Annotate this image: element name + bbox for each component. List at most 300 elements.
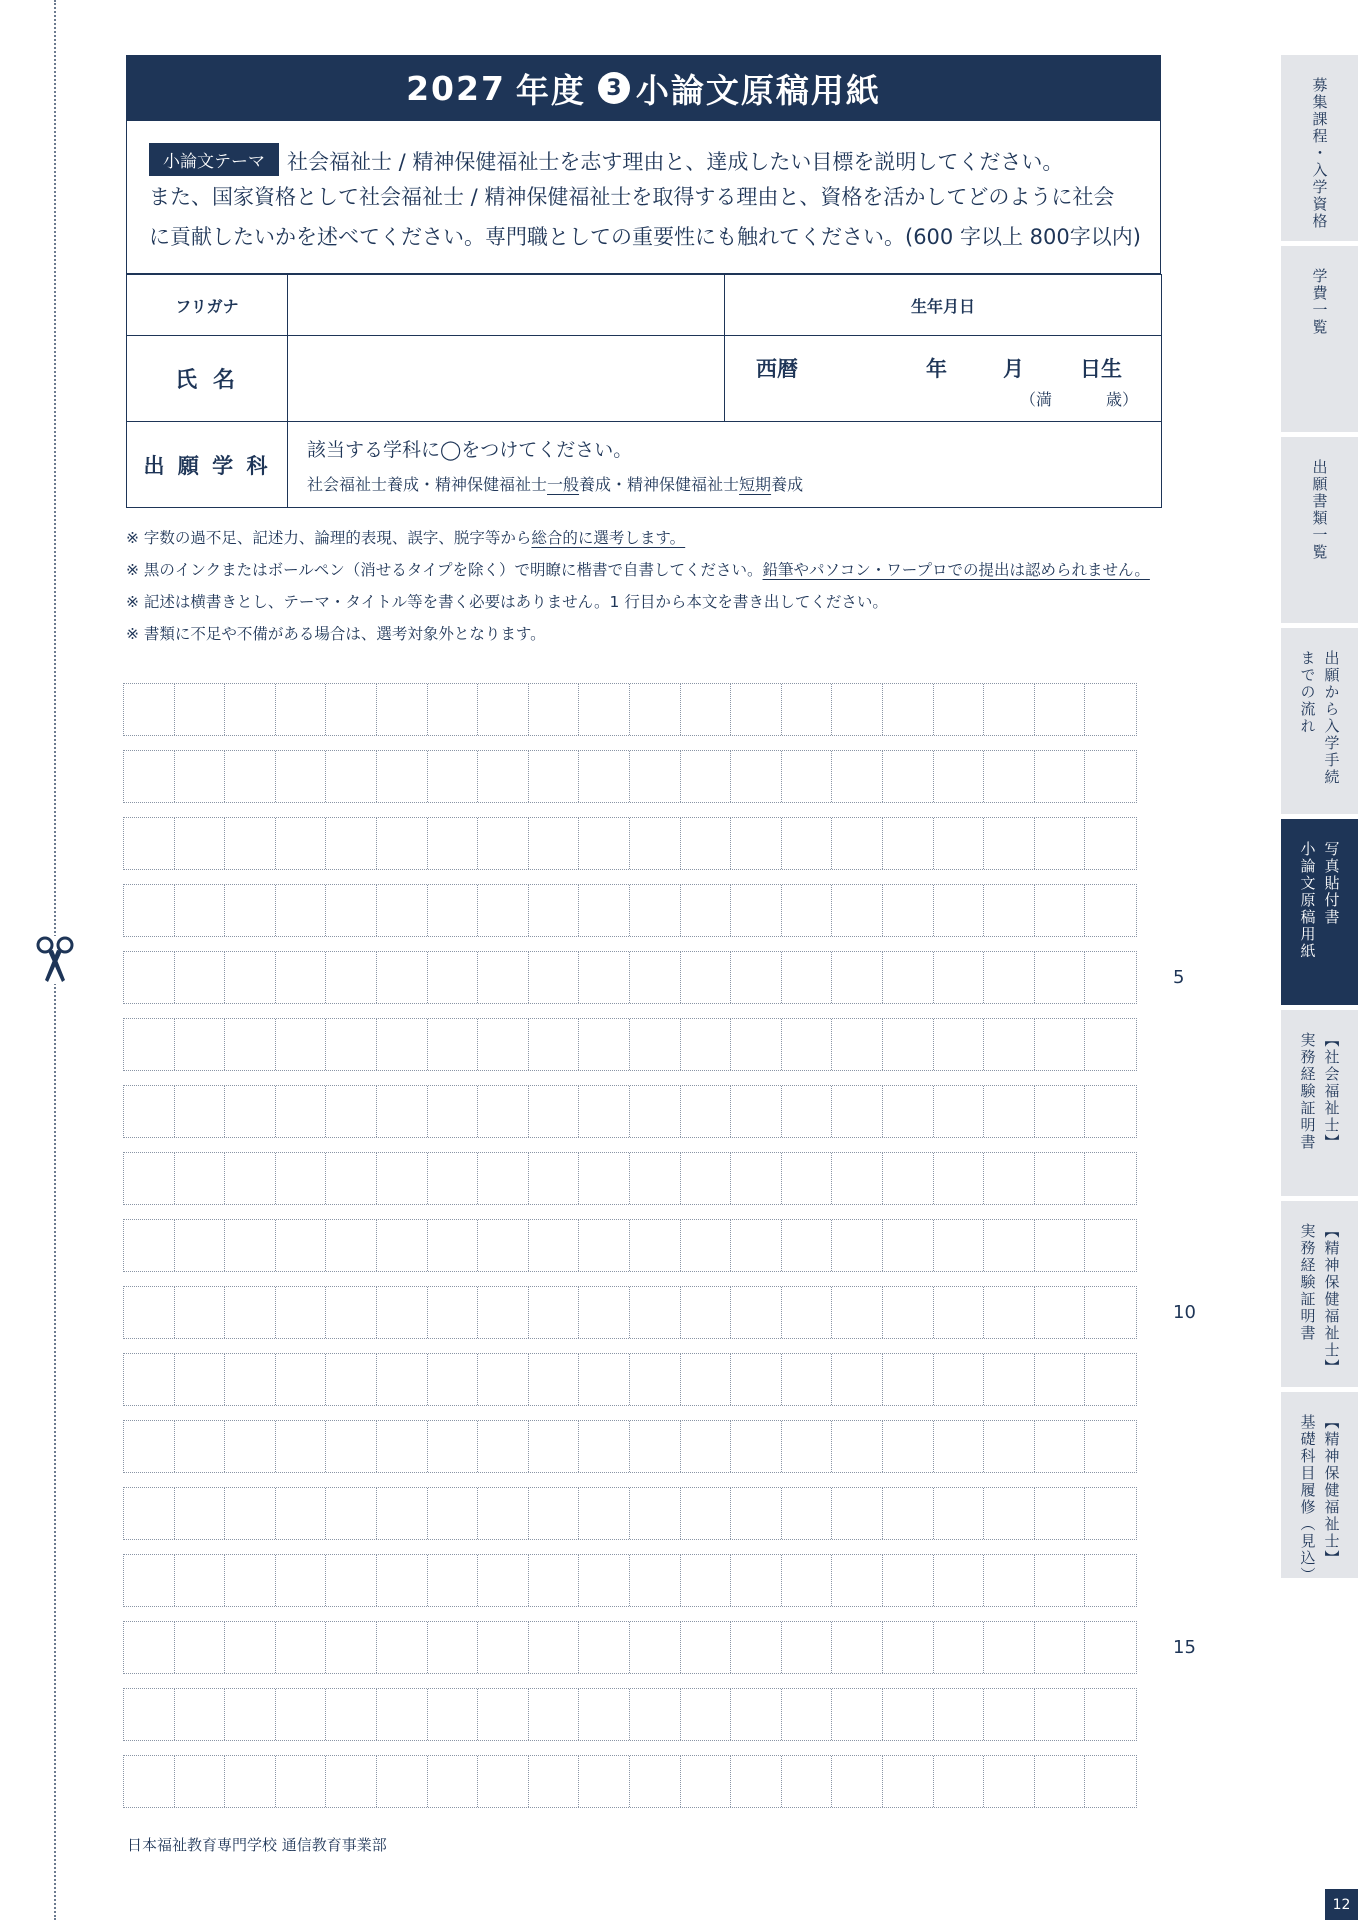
grid-cell[interactable] <box>984 1153 1035 1204</box>
grid-cell[interactable] <box>428 1220 479 1271</box>
grid-cell[interactable] <box>276 818 327 869</box>
grid-cell[interactable] <box>630 818 681 869</box>
grid-cell[interactable] <box>579 1689 630 1740</box>
grid-cell[interactable] <box>832 751 883 802</box>
grid-cell[interactable] <box>681 1689 732 1740</box>
grid-cell[interactable] <box>579 751 630 802</box>
grid-cell[interactable] <box>276 684 327 735</box>
grid-cell[interactable] <box>832 1756 883 1807</box>
grid-cell[interactable] <box>934 1622 985 1673</box>
grid-cell[interactable] <box>681 1019 732 1070</box>
grid-cell[interactable] <box>276 751 327 802</box>
grid-cell[interactable] <box>579 1555 630 1606</box>
grid-cell[interactable] <box>175 1287 226 1338</box>
grid-cell[interactable] <box>681 1756 732 1807</box>
grid-cell[interactable] <box>984 1086 1035 1137</box>
grid-cell[interactable] <box>377 952 428 1003</box>
grid-cell[interactable] <box>731 1086 782 1137</box>
grid-cell[interactable] <box>276 952 327 1003</box>
grid-cell[interactable] <box>883 818 934 869</box>
grid-cell[interactable] <box>124 1220 175 1271</box>
grid-cell[interactable] <box>1085 1086 1136 1137</box>
grid-cell[interactable] <box>478 1756 529 1807</box>
grid-cell[interactable] <box>630 885 681 936</box>
grid-cell[interactable] <box>529 885 580 936</box>
grid-cell[interactable] <box>124 1153 175 1204</box>
grid-cell[interactable] <box>681 1488 732 1539</box>
grid-cell[interactable] <box>731 1555 782 1606</box>
grid-cell[interactable] <box>377 1220 428 1271</box>
grid-cell[interactable] <box>478 1287 529 1338</box>
grid-cell[interactable] <box>832 1622 883 1673</box>
grid-cell[interactable] <box>175 1220 226 1271</box>
grid-cell[interactable] <box>883 1287 934 1338</box>
grid-cell[interactable] <box>377 1421 428 1472</box>
grid-cell[interactable] <box>832 952 883 1003</box>
grid-cell[interactable] <box>782 952 833 1003</box>
grid-cell[interactable] <box>124 751 175 802</box>
grid-cell[interactable] <box>934 1153 985 1204</box>
grid-cell[interactable] <box>1085 1756 1136 1807</box>
grid-cell[interactable] <box>731 684 782 735</box>
grid-cell[interactable] <box>276 1153 327 1204</box>
grid-cell[interactable] <box>529 1421 580 1472</box>
grid-cell[interactable] <box>1085 1689 1136 1740</box>
grid-cell[interactable] <box>428 1689 479 1740</box>
grid-cell[interactable] <box>428 1756 479 1807</box>
grid-cell[interactable] <box>883 1421 934 1472</box>
grid-cell[interactable] <box>377 1689 428 1740</box>
grid-cell[interactable] <box>276 1488 327 1539</box>
grid-cell[interactable] <box>681 1622 732 1673</box>
grid-cell[interactable] <box>681 684 732 735</box>
grid-cell[interactable] <box>1035 1421 1086 1472</box>
grid-cell[interactable] <box>175 1756 226 1807</box>
grid-cell[interactable] <box>428 1354 479 1405</box>
grid-cell[interactable] <box>832 684 883 735</box>
grid-cell[interactable] <box>428 1019 479 1070</box>
grid-cell[interactable] <box>832 1287 883 1338</box>
grid-cell[interactable] <box>731 1153 782 1204</box>
side-tab-3[interactable] <box>1281 437 1358 623</box>
grid-cell[interactable] <box>225 1019 276 1070</box>
grid-cell[interactable] <box>782 1220 833 1271</box>
grid-cell[interactable] <box>225 1488 276 1539</box>
grid-cell[interactable] <box>428 818 479 869</box>
grid-cell[interactable] <box>883 1756 934 1807</box>
grid-cell[interactable] <box>579 952 630 1003</box>
grid-cell[interactable] <box>1035 1488 1086 1539</box>
grid-cell[interactable] <box>832 1488 883 1539</box>
grid-cell[interactable] <box>832 1086 883 1137</box>
grid-cell[interactable] <box>175 818 226 869</box>
grid-cell[interactable] <box>124 818 175 869</box>
grid-cell[interactable] <box>630 952 681 1003</box>
grid-cell[interactable] <box>478 684 529 735</box>
grid-cell[interactable] <box>529 1689 580 1740</box>
grid-cell[interactable] <box>377 1153 428 1204</box>
grid-cell[interactable] <box>478 1019 529 1070</box>
grid-cell[interactable] <box>832 885 883 936</box>
grid-cell[interactable] <box>1035 684 1086 735</box>
grid-cell[interactable] <box>782 818 833 869</box>
grid-cell[interactable] <box>1085 1153 1136 1204</box>
grid-cell[interactable] <box>377 1287 428 1338</box>
grid-cell[interactable] <box>883 952 934 1003</box>
name-field[interactable] <box>288 336 725 422</box>
grid-cell[interactable] <box>782 1555 833 1606</box>
grid-cell[interactable] <box>377 1756 428 1807</box>
grid-cell[interactable] <box>1035 1153 1086 1204</box>
grid-cell[interactable] <box>276 1287 327 1338</box>
grid-cell[interactable] <box>276 1019 327 1070</box>
grid-cell[interactable] <box>478 885 529 936</box>
grid-cell[interactable] <box>579 1488 630 1539</box>
grid-cell[interactable] <box>1035 1220 1086 1271</box>
grid-cell[interactable] <box>883 1555 934 1606</box>
grid-cell[interactable] <box>276 1622 327 1673</box>
grid-cell[interactable] <box>529 1622 580 1673</box>
grid-cell[interactable] <box>883 885 934 936</box>
grid-cell[interactable] <box>478 1555 529 1606</box>
grid-cell[interactable] <box>984 952 1035 1003</box>
grid-cell[interactable] <box>832 818 883 869</box>
grid-cell[interactable] <box>984 1622 1035 1673</box>
grid-cell[interactable] <box>428 751 479 802</box>
grid-cell[interactable] <box>225 1756 276 1807</box>
grid-cell[interactable] <box>731 1019 782 1070</box>
grid-cell[interactable] <box>731 1287 782 1338</box>
grid-cell[interactable] <box>630 1220 681 1271</box>
grid-cell[interactable] <box>377 1622 428 1673</box>
grid-cell[interactable] <box>630 1086 681 1137</box>
grid-cell[interactable] <box>630 1488 681 1539</box>
grid-cell[interactable] <box>832 1555 883 1606</box>
grid-cell[interactable] <box>124 1354 175 1405</box>
grid-cell[interactable] <box>1085 818 1136 869</box>
grid-cell[interactable] <box>1085 1555 1136 1606</box>
grid-cell[interactable] <box>934 1756 985 1807</box>
grid-cell[interactable] <box>377 751 428 802</box>
department-field[interactable] <box>288 422 1162 508</box>
grid-cell[interactable] <box>681 1555 732 1606</box>
grid-cell[interactable] <box>478 1421 529 1472</box>
grid-cell[interactable] <box>326 1220 377 1271</box>
grid-cell[interactable] <box>326 1756 377 1807</box>
grid-cell[interactable] <box>832 1689 883 1740</box>
grid-cell[interactable] <box>478 1689 529 1740</box>
grid-cell[interactable] <box>428 1153 479 1204</box>
grid-cell[interactable] <box>934 684 985 735</box>
grid-cell[interactable] <box>1085 952 1136 1003</box>
grid-cell[interactable] <box>731 1488 782 1539</box>
grid-cell[interactable] <box>124 1421 175 1472</box>
side-tab-6[interactable] <box>1281 1010 1358 1196</box>
grid-cell[interactable] <box>175 1689 226 1740</box>
grid-cell[interactable] <box>579 1220 630 1271</box>
grid-cell[interactable] <box>124 1287 175 1338</box>
grid-cell[interactable] <box>175 1622 226 1673</box>
grid-cell[interactable] <box>731 1354 782 1405</box>
grid-cell[interactable] <box>326 751 377 802</box>
grid-cell[interactable] <box>934 885 985 936</box>
grid-cell[interactable] <box>276 1086 327 1137</box>
dept-option-short[interactable]: 短期 <box>739 474 772 494</box>
grid-cell[interactable] <box>124 952 175 1003</box>
grid-cell[interactable] <box>326 952 377 1003</box>
grid-cell[interactable] <box>428 885 479 936</box>
grid-cell[interactable] <box>731 1756 782 1807</box>
grid-cell[interactable] <box>326 1421 377 1472</box>
grid-cell[interactable] <box>428 1421 479 1472</box>
grid-cell[interactable] <box>175 684 226 735</box>
grid-cell[interactable] <box>1085 1220 1136 1271</box>
grid-cell[interactable] <box>984 1287 1035 1338</box>
grid-cell[interactable] <box>1035 1354 1086 1405</box>
grid-cell[interactable] <box>529 1488 580 1539</box>
grid-cell[interactable] <box>175 1421 226 1472</box>
grid-cell[interactable] <box>326 818 377 869</box>
grid-cell[interactable] <box>832 1220 883 1271</box>
grid-cell[interactable] <box>529 952 580 1003</box>
grid-cell[interactable] <box>276 885 327 936</box>
grid-cell[interactable] <box>630 1756 681 1807</box>
grid-cell[interactable] <box>579 1756 630 1807</box>
grid-cell[interactable] <box>428 1488 479 1539</box>
grid-cell[interactable] <box>1085 751 1136 802</box>
furigana-field[interactable] <box>288 275 725 336</box>
grid-cell[interactable] <box>883 1086 934 1137</box>
grid-cell[interactable] <box>984 885 1035 936</box>
grid-cell[interactable] <box>225 1287 276 1338</box>
grid-cell[interactable] <box>883 1488 934 1539</box>
grid-cell[interactable] <box>529 1756 580 1807</box>
grid-cell[interactable] <box>326 1287 377 1338</box>
grid-cell[interactable] <box>681 818 732 869</box>
grid-cell[interactable] <box>984 751 1035 802</box>
grid-cell[interactable] <box>124 1756 175 1807</box>
grid-cell[interactable] <box>630 1354 681 1405</box>
grid-cell[interactable] <box>934 952 985 1003</box>
grid-cell[interactable] <box>225 1622 276 1673</box>
grid-cell[interactable] <box>326 1086 377 1137</box>
grid-cell[interactable] <box>124 1555 175 1606</box>
grid-cell[interactable] <box>1085 1488 1136 1539</box>
grid-cell[interactable] <box>326 1354 377 1405</box>
dept-option-general[interactable]: 一般 <box>547 474 580 494</box>
grid-cell[interactable] <box>225 952 276 1003</box>
grid-cell[interactable] <box>984 1689 1035 1740</box>
grid-cell[interactable] <box>984 1555 1035 1606</box>
grid-cell[interactable] <box>731 952 782 1003</box>
grid-cell[interactable] <box>1085 1421 1136 1472</box>
grid-cell[interactable] <box>529 1153 580 1204</box>
side-tab-2[interactable] <box>1281 246 1358 432</box>
grid-cell[interactable] <box>478 1153 529 1204</box>
grid-cell[interactable] <box>124 1086 175 1137</box>
grid-cell[interactable] <box>1085 1287 1136 1338</box>
grid-cell[interactable] <box>478 1220 529 1271</box>
grid-cell[interactable] <box>782 1287 833 1338</box>
grid-cell[interactable] <box>428 1287 479 1338</box>
grid-cell[interactable] <box>225 751 276 802</box>
grid-cell[interactable] <box>175 1153 226 1204</box>
side-tab-1[interactable] <box>1281 55 1358 241</box>
grid-cell[interactable] <box>731 1220 782 1271</box>
grid-cell[interactable] <box>681 1421 732 1472</box>
side-tab-5[interactable] <box>1281 819 1358 1005</box>
grid-cell[interactable] <box>934 1555 985 1606</box>
grid-cell[interactable] <box>124 1622 175 1673</box>
grid-cell[interactable] <box>883 684 934 735</box>
grid-cell[interactable] <box>175 1086 226 1137</box>
grid-cell[interactable] <box>478 751 529 802</box>
grid-cell[interactable] <box>984 1220 1035 1271</box>
grid-cell[interactable] <box>1035 1756 1086 1807</box>
side-tab-4[interactable] <box>1281 628 1358 814</box>
grid-cell[interactable] <box>326 1153 377 1204</box>
grid-cell[interactable] <box>225 818 276 869</box>
grid-cell[interactable] <box>934 751 985 802</box>
grid-cell[interactable] <box>934 1488 985 1539</box>
grid-cell[interactable] <box>782 751 833 802</box>
grid-cell[interactable] <box>630 1153 681 1204</box>
grid-cell[interactable] <box>377 818 428 869</box>
grid-cell[interactable] <box>782 1354 833 1405</box>
grid-cell[interactable] <box>883 1354 934 1405</box>
grid-cell[interactable] <box>630 1555 681 1606</box>
grid-cell[interactable] <box>124 684 175 735</box>
grid-cell[interactable] <box>579 1153 630 1204</box>
grid-cell[interactable] <box>225 1086 276 1137</box>
grid-cell[interactable] <box>579 885 630 936</box>
grid-cell[interactable] <box>326 1622 377 1673</box>
grid-cell[interactable] <box>529 1220 580 1271</box>
grid-cell[interactable] <box>326 1488 377 1539</box>
grid-cell[interactable] <box>984 1421 1035 1472</box>
grid-cell[interactable] <box>377 1488 428 1539</box>
grid-cell[interactable] <box>1035 1555 1086 1606</box>
grid-cell[interactable] <box>579 684 630 735</box>
grid-cell[interactable] <box>782 1019 833 1070</box>
dob-field[interactable] <box>725 336 1162 422</box>
grid-cell[interactable] <box>124 1019 175 1070</box>
grid-cell[interactable] <box>225 684 276 735</box>
grid-cell[interactable] <box>731 818 782 869</box>
grid-cell[interactable] <box>681 1287 732 1338</box>
grid-cell[interactable] <box>681 1153 732 1204</box>
grid-cell[interactable] <box>529 1354 580 1405</box>
grid-cell[interactable] <box>934 818 985 869</box>
grid-cell[interactable] <box>225 1421 276 1472</box>
grid-cell[interactable] <box>681 751 732 802</box>
grid-cell[interactable] <box>832 1153 883 1204</box>
grid-cell[interactable] <box>326 1019 377 1070</box>
grid-cell[interactable] <box>529 1555 580 1606</box>
grid-cell[interactable] <box>377 1086 428 1137</box>
grid-cell[interactable] <box>1035 1689 1086 1740</box>
grid-cell[interactable] <box>377 1555 428 1606</box>
grid-cell[interactable] <box>225 885 276 936</box>
grid-cell[interactable] <box>782 1622 833 1673</box>
grid-cell[interactable] <box>934 1019 985 1070</box>
grid-cell[interactable] <box>1035 952 1086 1003</box>
grid-cell[interactable] <box>630 1622 681 1673</box>
grid-cell[interactable] <box>579 818 630 869</box>
grid-cell[interactable] <box>428 952 479 1003</box>
grid-cell[interactable] <box>326 684 377 735</box>
grid-cell[interactable] <box>276 1354 327 1405</box>
grid-cell[interactable] <box>883 1220 934 1271</box>
grid-cell[interactable] <box>529 1086 580 1137</box>
grid-cell[interactable] <box>276 1689 327 1740</box>
grid-cell[interactable] <box>681 885 732 936</box>
grid-cell[interactable] <box>681 1220 732 1271</box>
grid-cell[interactable] <box>782 1689 833 1740</box>
grid-cell[interactable] <box>579 1019 630 1070</box>
grid-cell[interactable] <box>428 1555 479 1606</box>
grid-cell[interactable] <box>377 1019 428 1070</box>
grid-cell[interactable] <box>1035 751 1086 802</box>
grid-cell[interactable] <box>1035 1086 1086 1137</box>
grid-cell[interactable] <box>175 1555 226 1606</box>
grid-cell[interactable] <box>984 1019 1035 1070</box>
grid-cell[interactable] <box>1085 885 1136 936</box>
grid-cell[interactable] <box>883 751 934 802</box>
grid-cell[interactable] <box>529 818 580 869</box>
grid-cell[interactable] <box>782 684 833 735</box>
grid-cell[interactable] <box>124 885 175 936</box>
grid-cell[interactable] <box>681 1086 732 1137</box>
grid-cell[interactable] <box>630 751 681 802</box>
grid-cell[interactable] <box>731 1622 782 1673</box>
grid-cell[interactable] <box>276 1756 327 1807</box>
grid-cell[interactable] <box>478 1354 529 1405</box>
grid-cell[interactable] <box>934 1287 985 1338</box>
grid-cell[interactable] <box>984 684 1035 735</box>
grid-cell[interactable] <box>579 1622 630 1673</box>
grid-cell[interactable] <box>934 1689 985 1740</box>
grid-cell[interactable] <box>1085 1354 1136 1405</box>
grid-cell[interactable] <box>1035 1019 1086 1070</box>
grid-cell[interactable] <box>731 751 782 802</box>
grid-cell[interactable] <box>782 885 833 936</box>
grid-cell[interactable] <box>630 1689 681 1740</box>
grid-cell[interactable] <box>225 1555 276 1606</box>
grid-cell[interactable] <box>529 684 580 735</box>
grid-cell[interactable] <box>1035 818 1086 869</box>
grid-cell[interactable] <box>175 885 226 936</box>
grid-cell[interactable] <box>225 1354 276 1405</box>
grid-cell[interactable] <box>782 1421 833 1472</box>
grid-cell[interactable] <box>832 1019 883 1070</box>
side-tab-7[interactable] <box>1281 1201 1358 1387</box>
grid-cell[interactable] <box>124 1689 175 1740</box>
grid-cell[interactable] <box>124 1488 175 1539</box>
grid-cell[interactable] <box>326 1555 377 1606</box>
grid-cell[interactable] <box>276 1220 327 1271</box>
grid-cell[interactable] <box>175 1488 226 1539</box>
grid-cell[interactable] <box>731 1421 782 1472</box>
grid-cell[interactable] <box>276 1555 327 1606</box>
grid-cell[interactable] <box>579 1086 630 1137</box>
grid-cell[interactable] <box>782 1086 833 1137</box>
grid-cell[interactable] <box>782 1488 833 1539</box>
grid-cell[interactable] <box>529 751 580 802</box>
grid-cell[interactable] <box>934 1421 985 1472</box>
grid-cell[interactable] <box>377 1354 428 1405</box>
grid-cell[interactable] <box>175 1354 226 1405</box>
